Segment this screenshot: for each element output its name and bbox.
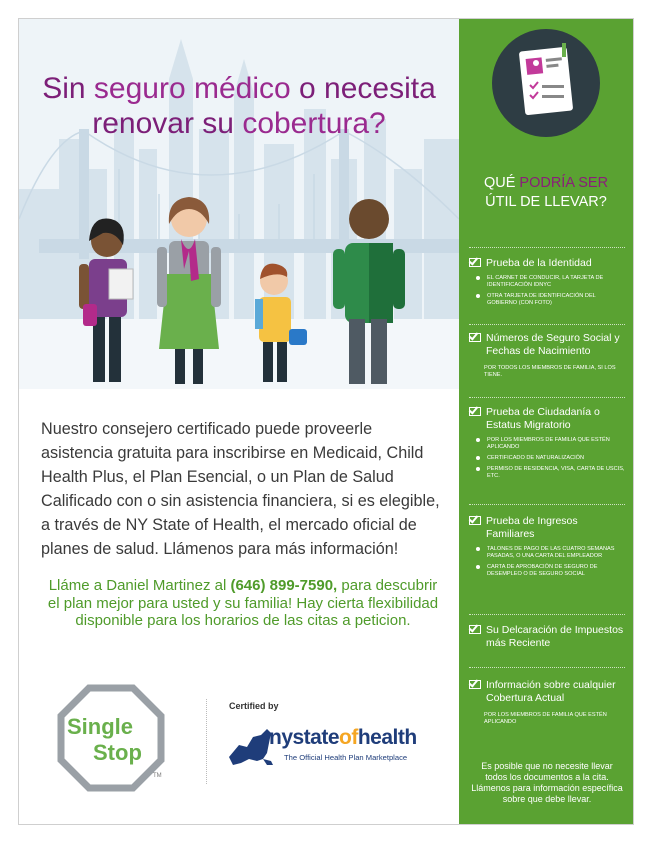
checklist-section-ssn [469,332,627,379]
flyer [18,18,634,825]
ny-part2: of [339,726,358,749]
trademark-mark: TM [153,773,162,779]
section-divider [469,397,625,398]
sidebar-title-part1: QUÉ [483,175,520,191]
sidebar-title-accent: PODRÍA SER [519,175,609,191]
ny-tagline: The Official Health Plan Marketplace [284,753,408,762]
list-item: CERTIFICADO DE NATURALIZACIÓN [469,455,627,462]
section-title: Prueba de la Identidad [486,257,592,269]
section-title: Prueba de Ciudadanía o Estatus Migratorio [486,406,600,431]
list-item: PERMISO DE RESIDENCIA, VISA, CARTA DE USCIS, ETC. [469,466,627,480]
headline-highlight1: seguro médico [93,72,291,105]
list-item: TALONES DE PAGO DE LAS CUATRO SEMANAS PASADAS, O UNA CARTA DEL EMPLEADOR [469,546,627,560]
headline-part1: Sin [42,72,94,105]
checklist-section-income [469,515,627,582]
section-divider [469,247,625,248]
list-item: EL CARNET DE CONDUCIR, LA TARJETA DE IDENTIFICACIÓN IDNYC [469,275,627,289]
section-divider [469,504,625,505]
checkbox-icon [469,516,481,525]
call-to-action [43,577,443,630]
sidebar-title [459,174,633,212]
single-stop-logo [57,684,165,792]
section-note: POR TODOS LOS MIEMBROS DE FAMILIA, SI LOS TIENE. [484,365,616,378]
section-title: Su Delcaración de Impuestos más Reciente [486,624,624,649]
single-stop-line1: Single [67,714,134,739]
section-title: Información sobre cualquier Cobertura Actual [486,679,616,704]
logo-divider [206,699,207,784]
single-stop-line2: Stop [93,740,142,765]
list-item: POR LOS MIEMBROS DE FAMILIA QUE ESTÉN APLICANDO [469,437,627,451]
sidebar-footnote: Es posible que no necesite llevar todos los documentos a la cita. Llámenos para información específica sobre que debe llevar. [471,761,623,804]
sidebar-title-line2: ÚTIL DE LLEVAR? [485,194,607,210]
checklist-section-coverage [469,679,627,726]
list-item: OTRA TARJETA DE IDENTIFICACIÓN DEL GOBIERNO (CON FOTO) [469,293,627,307]
body-paragraph: Nuestro consejero certificado puede proveerle asistencia gratuita para inscribirse en Medicaid, Child Health Plus, el Plan Esencial, o un Plan de Salud Calificado con o sin asistencia financiera, si es elegible, a través de NY State of Health, el mercado oficial de planes de salud. Llámenos para más información! [41,420,440,558]
checkbox-icon [469,333,481,342]
checkbox-icon [469,407,481,416]
headline-highlight2: cobertura? [242,107,386,140]
list-item: CARTA DE APROBACIÓN DE SEGURO DE DESEMPLEO O DE SEGURO SOCIAL [469,564,627,578]
checkbox-icon [469,680,481,689]
checklist-section-identity [469,257,627,311]
cta-before: Lláme a Daniel Martinez al [48,577,231,594]
section-divider [469,614,625,615]
document-icon [492,29,600,137]
phone-number[interactable]: (646) 899-7590, [230,577,338,594]
checkbox-icon [469,258,481,267]
sidebar-checklist [459,19,633,824]
ny-part1: nystate [269,726,340,749]
hero-illustration [19,19,459,389]
ny-state-of-health-wordmark [269,726,417,750]
section-note: POR LOS MIEMBROS DE FAMILIA QUE ESTÉN APLICANDO [484,712,607,725]
section-divider [469,324,625,325]
certified-by-label: Certified by [229,701,279,711]
ny-part3: health [357,726,417,749]
checklist-section-citizenship [469,406,627,484]
section-title: Números de Seguro Social y Fechas de Nacimiento [486,332,620,357]
checkbox-icon [469,625,481,634]
section-divider [469,667,625,668]
page-title [19,71,459,141]
cta-after: para descubrir el plan mejor para usted y su familia! Hay cierta flexibilidad disponible para los horarios de las citas a peticion. [47,577,439,629]
headline-part2: o necesita renovar su [92,72,436,140]
section-title: Prueba de Ingresos Familiares [486,515,578,540]
checklist-section-taxes [469,624,627,650]
